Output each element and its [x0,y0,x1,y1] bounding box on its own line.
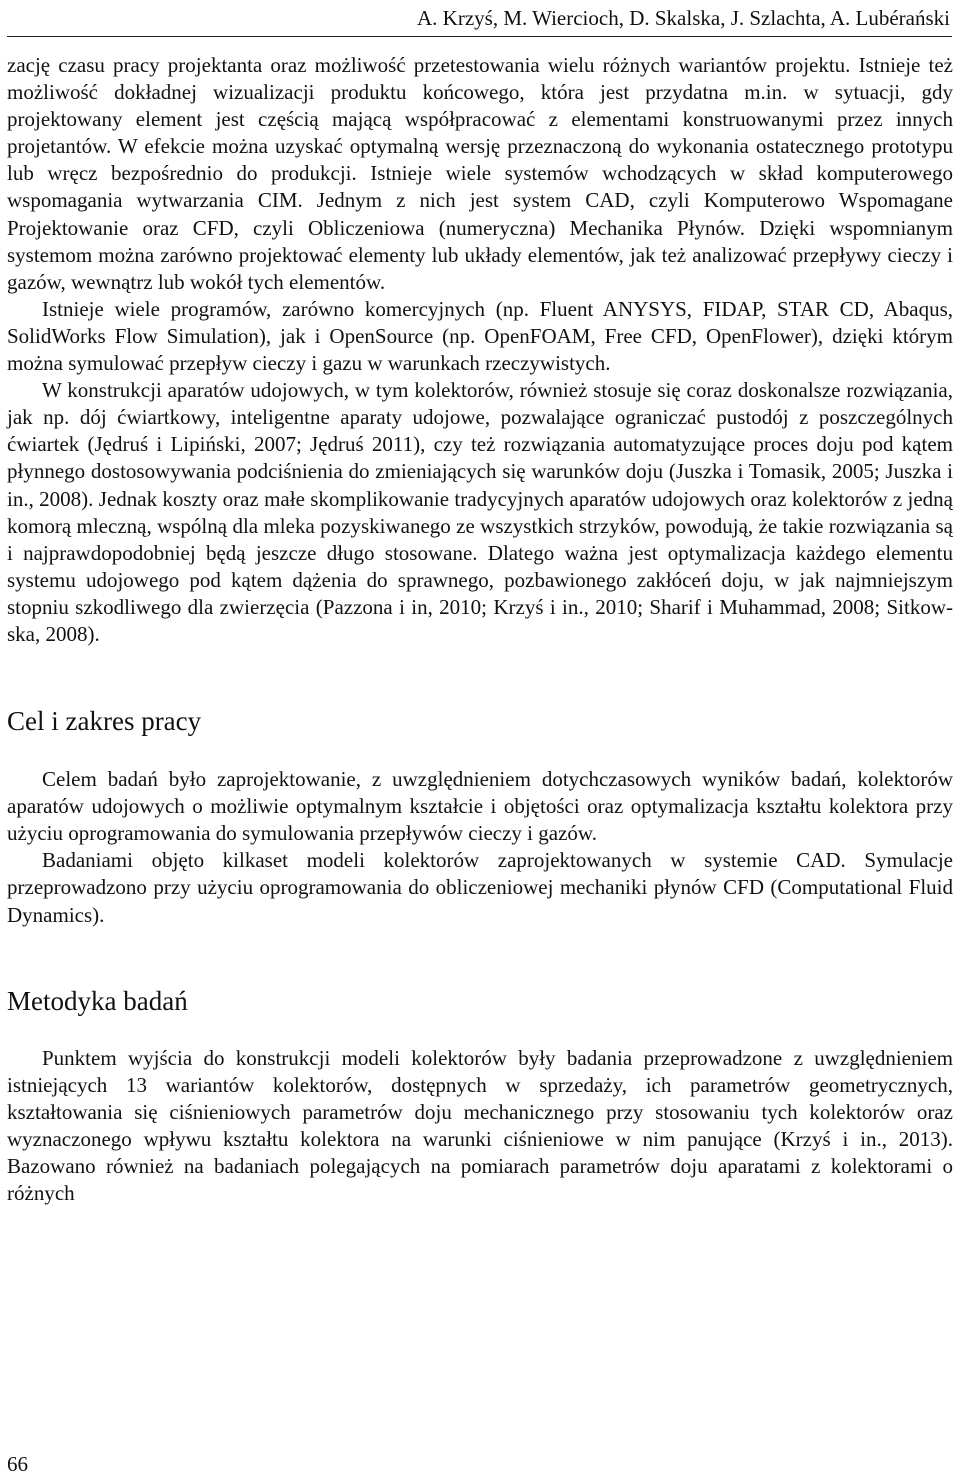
paragraph-scope: Badaniami objęto kilkaset modeli kolektorów zaprojektowanych w systemie CAD. Symulacje przeprowadzono przy użyciu oprogramowania do obliczeniowej mechaniki płynów CFD (Computational Fluid Dynamics). [7,848,953,927]
page-number: 66 [7,1452,28,1476]
paragraph-intro-continued: zację czasu pracy projektanta oraz możliwość przetestowania wielu różnych wariantów projektu. Istnieje też możliwość dokładnej wizualizacji produktu końcowego, która jest przydatna m.in. w sytuacji, gdy projektowany element jest częścią mającą współpracować z elementami konstruowanymi przez innych projetantów. W efekcie można uzyskać optymalną wersję przeznaczoną do wykonania ostatecznego prototypu lub wręcz bezpośrednio do produkcji. Istnieje wiele systemów wchodzących w skład komputerowego wspomagania wytwarzania CIM. Jednym z nich jest system CAD, czyli Komputerowo Wspomagane Projektowanie oraz CFD, czyli Obliczeniowa (numeryczna) Mechanika Płynów. Dzięki wspomnianym systemom można zarówno projektować elementy lub układy elementów, jak też analizować przepływy cieczy i gazów, wewnątrz lub wokół tych elementów. [7,53,953,294]
page-body [7,52,953,1207]
running-header: A. Krzyś, M. Wiercioch, D. Skalska, J. Szlachta, A. Lubérański [417,6,950,30]
header-rule [7,36,952,37]
section-heading-cel: Cel i zakres pracy [7,706,202,737]
paragraph-method: Punktem wyjścia do konstrukcji modeli kolektorów były badania przeprowadzone z uwzględnieniem istniejących 13 wariantów kolektorów, dostępnych w sprzedaży, ich parametrów geometrycznych, kształtowania się ciśnieniowych parametrów doju mechanicznego przy stosowaniu tych kolektorów oraz wyznaczonego wpływu kształtu kolektora na warunki ciśnieniowe w nim panujące (Krzyś i in., 2013). Bazowano również na badaniach polegających na pomiarach parametrów doju aparatami z kolektorami o różnych [7,1045,953,1206]
section-heading-metodyka: Metodyka badań [7,985,188,1016]
paragraph-milking-apparatus: W konstrukcji aparatów udojowych, w tym kolektorów, również stosuje się coraz doskonalsze rozwiązania, jak np. dój ćwiartkowy, inteligentne aparaty udojowe, pozwalające ograniczać pustodój z poszczególnych ćwiartek (Jędruś i Lipiński, 2007; Jędruś 2011), czy też rozwiązania automatyzujące proces doju pod kątem płynnego dostosowywania podciśnienia do zmieniających się warunków doju (Juszka i Tomasik, 2005; Juszka i in., 2008). Jednak koszty oraz małe skomplikowanie tradycyjnych aparatów udojowych oraz kolektorów z jedną komorą mleczną, wspólną dla mleka pozyskiwanego ze wszystkich strzyków, powodują, że takie rozwiązania są i najprawdopodobniej będą jeszcze długo stosowane. Dlatego ważna jest optymalizacja każdego elementu systemu udojowego pod kątem dążenia do sprawnego, pozbawionego zakłóceń doju, w jak najmniejszym stopniu szkodliwego dla zwierzęcia (Pazzona i in, 2010; Krzyś i in., 2010; Sharif i Muhammad, 2008; Sitkowska, 2008). [7,378,953,646]
paragraph-cfd-programs: Istnieje wiele programów, zarówno komercyjnych (np. Fluent ANYSYS, FIDAP, STAR CD, Abaqus, SolidWorks Flow Simulation), jak i OpenSource (np. OpenFOAM, Free CFD, OpenFlower), dzięki którym można symulować przepływ cieczy i gazu w warunkach rzeczywistych. [7,296,953,376]
paragraph-aim: Celem badań było zaprojektowanie, z uwzględnieniem dotychczasowych wyników badań, kolektorów aparatów udojowych o możliwie optymalnym kształcie i objętości oraz optymalizacja kształtu kolektora przy użyciu oprogramowania do symulowania przepływów cieczy i gazów. [7,767,953,846]
